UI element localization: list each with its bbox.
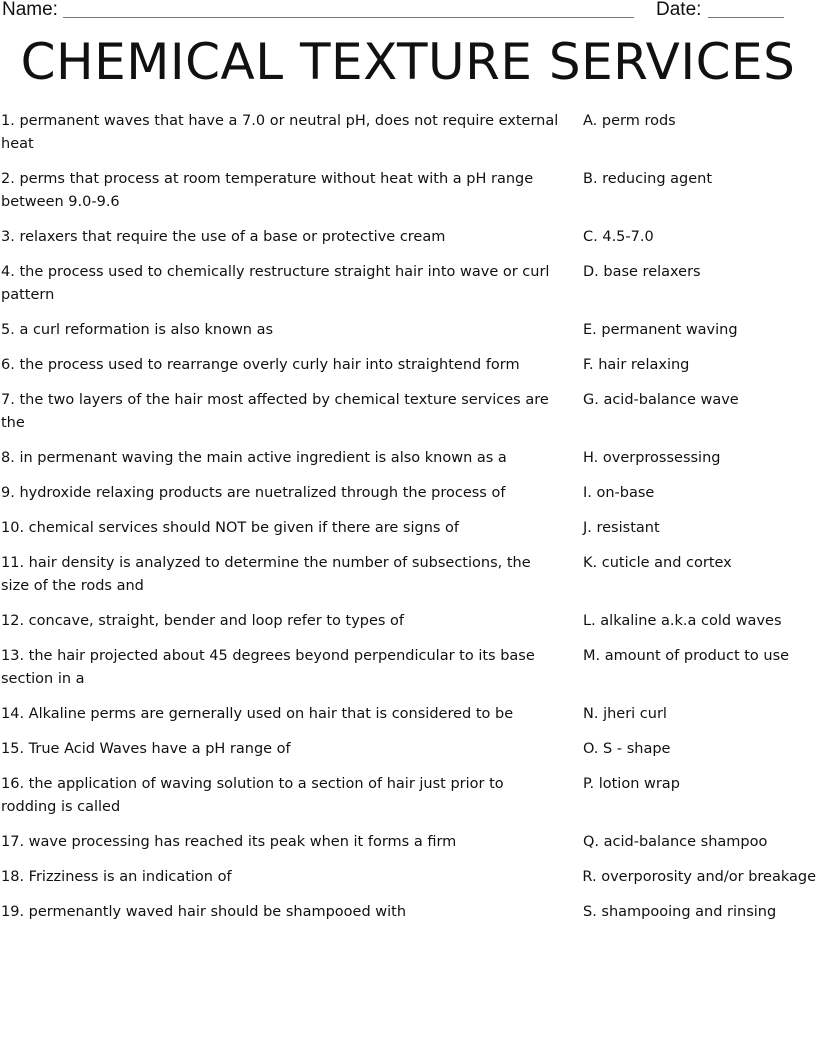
question-clue: 14. Alkaline perms are gernerally used on hair that is considered to be xyxy=(1,706,514,722)
worksheet-header xyxy=(0,0,816,24)
question-row xyxy=(0,866,816,889)
date-label: Date: xyxy=(656,0,702,20)
question-row xyxy=(0,447,816,470)
question-row xyxy=(0,389,816,435)
answer-option: A. perm rods xyxy=(583,113,676,129)
answer-option: M. amount of product to use xyxy=(583,648,790,664)
question-clue: 17. wave processing has reached its peak when it forms a firm xyxy=(1,834,457,850)
question-row xyxy=(0,645,816,691)
date-field-line[interactable] xyxy=(708,17,784,18)
question-row xyxy=(0,168,816,214)
question-clue: 16. the application of waving solution to a section of hair just prior to rodding is called xyxy=(1,776,504,815)
question-row xyxy=(0,226,816,249)
answer-option: F. hair relaxing xyxy=(583,357,690,373)
question-clue: 19. permenantly waved hair should be shampooed with xyxy=(1,904,407,920)
question-row xyxy=(0,831,816,854)
answer-option: C. 4.5-7.0 xyxy=(583,229,654,245)
name-label: Name: xyxy=(2,0,58,20)
question-clue: 7. the two layers of the hair most affected by chemical texture services are the xyxy=(1,392,549,431)
question-row xyxy=(0,261,816,307)
question-clue: 2. perms that process at room temperature without heat with a pH range between 9.0-9.6 xyxy=(1,171,534,210)
answer-option: P. lotion wrap xyxy=(583,776,680,792)
answer-option: R. overporosity and/or breakage xyxy=(582,869,816,885)
matching-questions-list xyxy=(0,110,816,936)
answer-option: K. cuticle and cortex xyxy=(583,555,732,571)
question-row xyxy=(0,552,816,598)
answer-option: J. resistant xyxy=(583,520,660,536)
question-clue: 3. relaxers that require the use of a base or protective cream xyxy=(1,229,446,245)
answer-option: N. jheri curl xyxy=(583,706,667,722)
question-clue: 13. the hair projected about 45 degrees beyond perpendicular to its base section in a xyxy=(1,648,535,687)
answer-option: H. overprossessing xyxy=(583,450,721,466)
question-clue: 4. the process used to chemically restructure straight hair into wave or curl pattern xyxy=(1,264,550,303)
question-row xyxy=(0,773,816,819)
question-clue: 8. in permenant waving the main active ingredient is also known as a xyxy=(1,450,507,466)
answer-option: D. base relaxers xyxy=(583,264,701,280)
question-row xyxy=(0,517,816,540)
question-row xyxy=(0,901,816,924)
worksheet-title: CHEMICAL TEXTURE SERVICES xyxy=(20,33,796,91)
question-clue: 12. concave, straight, bender and loop refer to types of xyxy=(1,613,405,629)
answer-option: B. reducing agent xyxy=(583,171,713,187)
question-row xyxy=(0,319,816,342)
question-clue: 18. Frizziness is an indication of xyxy=(1,869,232,885)
answer-option: G. acid-balance wave xyxy=(583,392,739,408)
question-row xyxy=(0,703,816,726)
question-clue: 5. a curl reformation is also known as xyxy=(1,322,274,338)
answer-option: Q. acid-balance shampoo xyxy=(583,834,768,850)
question-row xyxy=(0,110,816,156)
question-clue: 15. True Acid Waves have a pH range of xyxy=(1,741,291,757)
question-row xyxy=(0,738,816,761)
question-row xyxy=(0,354,816,377)
answer-option: I. on-base xyxy=(583,485,655,501)
answer-option: S. shampooing and rinsing xyxy=(583,904,777,920)
answer-option: L. alkaline a.k.a cold waves xyxy=(583,613,782,629)
question-row xyxy=(0,610,816,633)
question-clue: 1. permanent waves that have a 7.0 or neutral pH, does not require external heat xyxy=(1,113,559,152)
question-clue: 10. chemical services should NOT be given if there are signs of xyxy=(1,520,460,536)
question-clue: 9. hydroxide relaxing products are nuetralized through the process of xyxy=(1,485,506,501)
question-clue: 11. hair density is analyzed to determine the number of subsections, the size of the rods and xyxy=(1,555,531,594)
answer-option: O. S - shape xyxy=(583,741,671,757)
question-clue: 6. the process used to rearrange overly curly hair into straightend form xyxy=(1,357,520,373)
name-field-line[interactable] xyxy=(63,17,634,18)
question-row xyxy=(0,482,816,505)
answer-option: E. permanent waving xyxy=(583,322,738,338)
